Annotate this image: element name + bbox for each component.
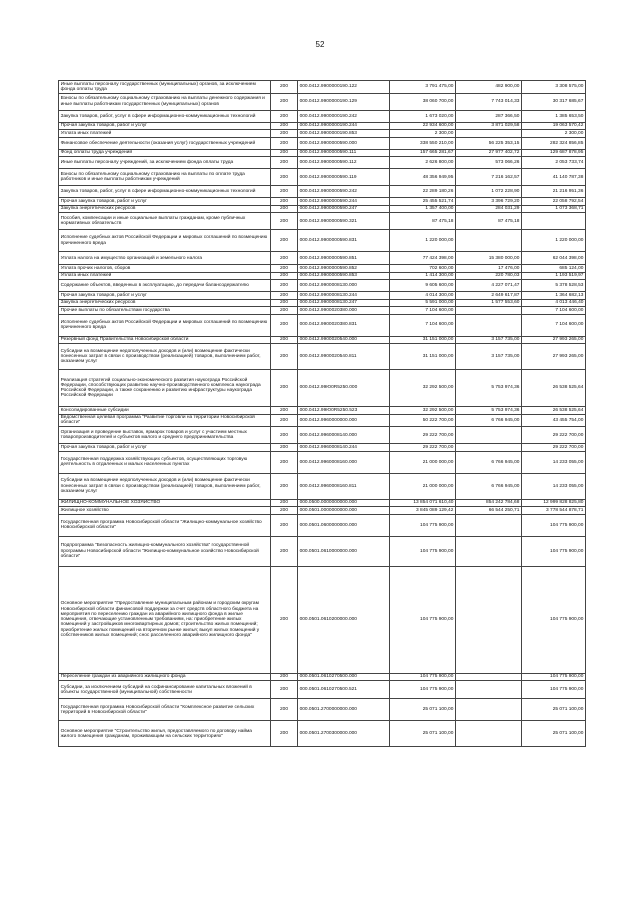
row-budget-code-cell: 000.0501.0610000000.000 [298,536,390,566]
table-row [59,81,586,94]
row-budget-code-cell: 000.0412.9900000590.244 [298,198,390,205]
row-budget-code-cell: 000.0501.0610270500.000 [298,673,390,680]
row-approved-amount-cell: 7 104 600,00 [390,307,456,314]
table-row [59,280,586,292]
row-budget-code-cell: 000.0501.0600000000.000 [298,514,390,536]
table-row [59,122,586,129]
row-approved-amount-cell: 4 014 300,00 [390,292,456,299]
row-admin-code-cell: 200 [271,252,298,265]
row-budget-code-cell: 000.0412.9900000590.000 [298,137,390,149]
row-admin-code-cell: 200 [271,169,298,186]
row-budget-code-cell: 000.0412.9900000590.853 [298,272,390,279]
row-executed-amount-cell: 7 216 162,57 [456,169,522,186]
row-executed-amount-cell [456,566,522,673]
row-admin-code-cell: 200 [271,186,298,198]
row-approved-amount-cell: 2 626 800,00 [390,157,456,169]
row-executed-amount-cell: 3 157 735,00 [456,336,522,343]
table-row [59,681,586,699]
row-approved-amount-cell: 25 071 100,00 [390,699,456,721]
row-unexecuted-amount-cell: 30 317 685,67 [522,93,586,110]
row-approved-amount-cell: 338 550 210,00 [390,137,456,149]
row-budget-code-cell: 000.0412.99Ю0R5250.523 [298,407,390,414]
table-row [59,370,586,407]
row-admin-code-cell: 200 [271,536,298,566]
row-approved-amount-cell: 13 854 071 610,40 [390,499,456,506]
row-name-cell: Прочая закупка товаров, работ и услуг [59,122,271,129]
row-name-cell: Резервный фонд Правительства Новосибирской области [59,336,271,343]
row-approved-amount-cell: 104 775 900,00 [390,673,456,680]
row-unexecuted-amount-cell: 1 193 519,97 [522,272,586,279]
row-budget-code-cell: 000.0412.9900000590.852 [298,265,390,272]
row-unexecuted-amount-cell: 3 308 575,00 [522,81,586,94]
row-approved-amount-cell: 29 222 700,00 [390,444,456,451]
table-row [59,149,586,156]
row-admin-code-cell: 200 [271,230,298,252]
row-approved-amount-cell: 21 000 000,00 [390,473,456,499]
row-approved-amount-cell: 21 000 000,00 [390,451,456,473]
table-row [59,137,586,149]
row-executed-amount-cell: 56 225 353,15 [456,137,522,149]
row-name-cell: Содержание объектов, введенных в эксплуатацию, до передачи балансодержателю [59,280,271,292]
row-executed-amount-cell: 66 544 250,71 [456,507,522,514]
row-name-cell: Пособия, компенсации и иные социальные выплаты гражданам, кроме публичных нормативных обязательств [59,213,271,230]
row-name-cell: Закупка энергетических ресурсов [59,205,271,212]
table-row [59,427,586,444]
row-budget-code-cell: 000.0412.9960008140.000 [298,427,390,444]
row-approved-amount-cell: 32 292 500,00 [390,407,456,414]
row-admin-code-cell: 200 [271,566,298,673]
table-row [59,444,586,451]
row-executed-amount-cell: 7 743 014,33 [456,93,522,110]
row-admin-code-cell: 200 [271,407,298,414]
row-executed-amount-cell: 854 242 784,68 [456,499,522,506]
row-approved-amount-cell: 3 791 475,00 [390,81,456,94]
row-admin-code-cell: 200 [271,272,298,279]
row-budget-code-cell: 000.0412.9900000590.831 [298,230,390,252]
row-admin-code-cell: 200 [271,514,298,536]
row-budget-code-cell: 000.0501.2700300000.000 [298,721,390,747]
row-approved-amount-cell: 32 292 500,00 [390,370,456,407]
row-budget-code-cell: 000.0412.9900000190.853 [298,130,390,137]
row-approved-amount-cell: 702 600,00 [390,265,456,272]
table-row [59,314,586,336]
row-unexecuted-amount-cell: 3 778 544 878,71 [522,507,586,514]
row-name-cell: Государственная программа Новосибирской области "Комплексное развитие сельских территорий в Новосибирской области" [59,699,271,721]
row-admin-code-cell: 200 [271,213,298,230]
row-admin-code-cell: 200 [271,444,298,451]
row-unexecuted-amount-cell: 19 063 570,42 [522,122,586,129]
table-row [59,721,586,747]
row-admin-code-cell: 200 [271,299,298,306]
row-unexecuted-amount-cell: 26 538 525,64 [522,407,586,414]
row-executed-amount-cell [456,230,522,252]
row-budget-code-cell: 000.0412.9900000190.244 [298,122,390,129]
row-unexecuted-amount-cell: 4 013 446,40 [522,299,586,306]
row-executed-amount-cell [456,514,522,536]
row-unexecuted-amount-cell: 7 104 600,00 [522,314,586,336]
row-budget-code-cell: 000.0412.9960008160.811 [298,473,390,499]
row-unexecuted-amount-cell: 29 222 700,00 [522,427,586,444]
row-approved-amount-cell: 104 775 900,00 [390,566,456,673]
row-executed-amount-cell: 6 766 945,00 [456,414,522,427]
row-budget-code-cell: 000.0500.0000000000.000 [298,499,390,506]
row-unexecuted-amount-cell: 104 775 900,00 [522,514,586,536]
row-name-cell: Реализация стратегий социально-экономического развития наукограда Российской Федерации, способствующих развитию научно-производственного комплекса наукограда Российской Федерации, а также сохранению и развитию инфраструктуры наукограда Российской Федерации [59,370,271,407]
table-row [59,169,586,186]
row-executed-amount-cell: 573 066,26 [456,157,522,169]
row-budget-code-cell: 000.0412.9900008130.000 [298,280,390,292]
row-admin-code-cell: 200 [271,265,298,272]
row-executed-amount-cell [456,314,522,336]
row-executed-amount-cell [456,536,522,566]
row-name-cell: Уплата иных платежей [59,130,271,137]
table-row [59,213,586,230]
row-admin-code-cell: 200 [271,292,298,299]
row-admin-code-cell: 200 [271,451,298,473]
table-row [59,272,586,279]
row-unexecuted-amount-cell: 25 071 100,00 [522,721,586,747]
row-executed-amount-cell: 87 475,18 [456,213,522,230]
row-name-cell: Переселение граждан из аварийного жилищного фонда [59,673,271,680]
row-executed-amount-cell [456,681,522,699]
row-budget-code-cell: 000.0412.9900000590.851 [298,252,390,265]
row-admin-code-cell: 200 [271,344,298,370]
row-approved-amount-cell: 7 104 600,00 [390,314,456,336]
row-executed-amount-cell: 27 977 402,72 [456,149,522,156]
row-name-cell: Закупка товаров, работ, услуг в сфере информационно-коммуникационных технологий [59,186,271,198]
row-name-cell: Уплата иных платежей [59,272,271,279]
row-unexecuted-amount-cell: 129 687 878,95 [522,149,586,156]
row-name-cell: Финансовое обеспечение деятельности (оказания услуг) государственных учреждений [59,137,271,149]
table-body [59,81,586,747]
row-unexecuted-amount-cell: 12 999 828 825,80 [522,499,586,506]
row-executed-amount-cell: 17 476,00 [456,265,522,272]
row-name-cell: Основное мероприятие "Строительство жилья, предоставляемого по договору найма жилого помещения гражданам, проживающим на сельских территориях" [59,721,271,747]
row-executed-amount-cell: 3 871 029,58 [456,122,522,129]
row-unexecuted-amount-cell: 1 364 682,13 [522,292,586,299]
row-executed-amount-cell: 4 227 071,47 [456,280,522,292]
table-row [59,336,586,343]
row-budget-code-cell: 000.0412.9900020380.000 [298,307,390,314]
row-budget-code-cell: 000.0412.9900008130.244 [298,292,390,299]
row-approved-amount-cell: 1 220 000,00 [390,230,456,252]
row-name-cell: Субсидии на возмещение недополученных доходов и (или) возмещение фактически понесенных затрат в связи с производством (реализацией) товаров, выполнением работ, оказанием услуг [59,344,271,370]
row-budget-code-cell: 000.0412.9900000590.321 [298,213,390,230]
row-approved-amount-cell: 1 673 020,00 [390,110,456,122]
row-name-cell: Ведомственная целевая программа "Развитие торговли на территории Новосибирской области" [59,414,271,427]
row-approved-amount-cell: 104 775 900,00 [390,681,456,699]
table-row [59,536,586,566]
row-unexecuted-amount-cell: 1 073 368,71 [522,205,586,212]
row-unexecuted-amount-cell: 685 124,00 [522,265,586,272]
row-admin-code-cell: 200 [271,307,298,314]
row-name-cell: Исполнение судебных актов Российской Федерации и мировых соглашений по возмещению причиненного вреда [59,314,271,336]
row-budget-code-cell: 000.0412.9900000590.247 [298,205,390,212]
row-budget-code-cell: 000.0412.9900000590.111 [298,149,390,156]
row-admin-code-cell: 200 [271,314,298,336]
row-approved-amount-cell: 77 424 398,00 [390,252,456,265]
table-row [59,307,586,314]
row-admin-code-cell: 200 [271,81,298,94]
row-approved-amount-cell: 87 475,18 [390,213,456,230]
row-executed-amount-cell: 15 380 000,00 [456,252,522,265]
row-admin-code-cell: 200 [271,122,298,129]
table-row [59,473,586,499]
row-name-cell: Иные выплаты персоналу учреждений, за исключением фонда оплаты труда [59,157,271,169]
table-row [59,414,586,427]
row-approved-amount-cell: 48 356 949,95 [390,169,456,186]
row-name-cell: Подпрограмма "Безопасность жилищно-коммунального хозяйства" государственной программы Новосибирской области "Жилищно-коммунальное хозяйство Новосибирской области" [59,536,271,566]
row-name-cell: Исполнение судебных актов Российской Федерации и мировых соглашений по возмещению причиненного вреда [59,230,271,252]
row-executed-amount-cell: 1 072 228,90 [456,186,522,198]
row-budget-code-cell: 000.0412.9900020380.831 [298,314,390,336]
row-name-cell: Субсидии, за исключением субсидий на софинансирование капитальных вложений в объекты государственной (муниципальной) собственности [59,681,271,699]
row-executed-amount-cell: 3 157 735,00 [456,344,522,370]
row-name-cell: Организация и проведение выставок, ярмарок товаров и услуг с участием местных товаропроизводителей и субъектов малого и среднего предпринимательства [59,427,271,444]
row-unexecuted-amount-cell: 27 993 265,00 [522,344,586,370]
row-executed-amount-cell [456,307,522,314]
row-executed-amount-cell [456,673,522,680]
table-row [59,252,586,265]
row-approved-amount-cell: 29 222 700,00 [390,427,456,444]
table-row [59,93,586,110]
row-admin-code-cell: 200 [271,336,298,343]
row-name-cell: Государственная программа Новосибирской области "Жилищно-коммунальное хозяйство Новосибирской области" [59,514,271,536]
row-executed-amount-cell: 2 649 617,87 [456,292,522,299]
row-name-cell: Жилищное хозяйство [59,507,271,514]
row-admin-code-cell: 200 [271,157,298,169]
row-unexecuted-amount-cell [522,213,586,230]
table-row [59,699,586,721]
row-executed-amount-cell: 482 900,00 [456,81,522,94]
row-admin-code-cell: 200 [271,721,298,747]
row-budget-code-cell: 000.0412.9900000590.242 [298,186,390,198]
row-budget-code-cell: 000.0412.9900000590.112 [298,157,390,169]
row-unexecuted-amount-cell: 7 104 600,00 [522,307,586,314]
page-number: 52 [315,40,325,49]
row-approved-amount-cell: 9 605 600,00 [390,280,456,292]
row-executed-amount-cell: 284 031,29 [456,205,522,212]
row-approved-amount-cell: 22 934 600,00 [390,122,456,129]
row-executed-amount-cell: 5 753 974,36 [456,407,522,414]
row-admin-code-cell: 200 [271,414,298,427]
row-unexecuted-amount-cell: 62 044 398,00 [522,252,586,265]
row-unexecuted-amount-cell: 1 220 000,00 [522,230,586,252]
row-admin-code-cell: 200 [271,137,298,149]
row-approved-amount-cell: 31 151 000,00 [390,336,456,343]
row-admin-code-cell: 200 [271,149,298,156]
row-unexecuted-amount-cell: 104 775 900,00 [522,673,586,680]
row-name-cell: Уплата налога на имущество организаций и земельного налога [59,252,271,265]
row-unexecuted-amount-cell: 1 385 653,50 [522,110,586,122]
row-name-cell: Прочая закупка товаров, работ и услуг [59,444,271,451]
row-executed-amount-cell [456,427,522,444]
row-unexecuted-amount-cell: 5 378 528,53 [522,280,586,292]
table-row [59,299,586,306]
row-executed-amount-cell [456,699,522,721]
row-budget-code-cell: 000.0412.9900008130.247 [298,299,390,306]
row-name-cell: Закупка энергетических ресурсов [59,299,271,306]
row-unexecuted-amount-cell: 29 222 700,00 [522,444,586,451]
table-row [59,499,586,506]
table-row [59,130,586,137]
row-admin-code-cell: 200 [271,681,298,699]
table-row [59,292,586,299]
row-unexecuted-amount-cell: 2 300,00 [522,130,586,137]
row-budget-code-cell: 000.0501.2700000000.000 [298,699,390,721]
row-admin-code-cell: 200 [271,499,298,506]
table-row [59,507,586,514]
row-approved-amount-cell: 31 151 000,00 [390,344,456,370]
row-admin-code-cell: 200 [271,473,298,499]
row-executed-amount-cell [456,721,522,747]
row-unexecuted-amount-cell: 27 993 265,00 [522,336,586,343]
row-unexecuted-amount-cell: 282 324 856,85 [522,137,586,149]
row-unexecuted-amount-cell: 25 071 100,00 [522,699,586,721]
row-admin-code-cell: 200 [271,427,298,444]
table-row [59,344,586,370]
row-executed-amount-cell: 220 780,03 [456,272,522,279]
row-budget-code-cell: 000.0412.9900000590.119 [298,169,390,186]
row-executed-amount-cell: 3 396 729,20 [456,198,522,205]
table-row [59,566,586,673]
row-executed-amount-cell: 287 366,50 [456,110,522,122]
row-unexecuted-amount-cell: 26 538 525,64 [522,370,586,407]
row-unexecuted-amount-cell: 2 053 733,74 [522,157,586,169]
table-row [59,198,586,205]
row-budget-code-cell: 000.0501.0000000000.000 [298,507,390,514]
row-unexecuted-amount-cell: 43 455 754,00 [522,414,586,427]
row-executed-amount-cell: 6 766 945,00 [456,473,522,499]
row-name-cell: Уплата прочих налогов, сборов [59,265,271,272]
row-approved-amount-cell: 25 455 521,74 [390,198,456,205]
row-admin-code-cell: 200 [271,280,298,292]
table-row [59,157,586,169]
table-row [59,186,586,198]
table-row [59,673,586,680]
row-approved-amount-cell: 38 060 700,00 [390,93,456,110]
row-name-cell: Прочая закупка товаров, работ и услуг [59,198,271,205]
row-budget-code-cell: 000.0412.9900020540.811 [298,344,390,370]
row-unexecuted-amount-cell: 21 216 951,36 [522,186,586,198]
row-unexecuted-amount-cell: 104 775 900,00 [522,681,586,699]
row-approved-amount-cell: 157 665 281,67 [390,149,456,156]
row-admin-code-cell: 200 [271,673,298,680]
row-admin-code-cell: 200 [271,93,298,110]
row-name-cell: Прочая закупка товаров, работ и услуг [59,292,271,299]
table-row [59,230,586,252]
row-approved-amount-cell: 22 289 180,26 [390,186,456,198]
row-executed-amount-cell [456,444,522,451]
row-name-cell: Взносы по обязательному социальному страхованию на выплаты денежного содержания и иные выплаты работникам государственных (муниципальных) органов [59,93,271,110]
table-row [59,407,586,414]
row-unexecuted-amount-cell: 14 233 055,00 [522,473,586,499]
row-approved-amount-cell: 2 300,00 [390,130,456,137]
row-executed-amount-cell [456,130,522,137]
row-name-cell: ЖИЛИЩНО-КОММУНАЛЬНОЕ ХОЗЯЙСТВО [59,499,271,506]
row-name-cell: Взносы по обязательному социальному страхованию на выплаты по оплате труда работников и иные выплаты работникам учреждений [59,169,271,186]
row-name-cell: Прочие выплаты по обязательствам государства [59,307,271,314]
budget-execution-table [58,80,586,747]
row-budget-code-cell: 000.0412.9900000190.129 [298,93,390,110]
row-name-cell: Консолидированные субсидии [59,407,271,414]
row-admin-code-cell: 200 [271,198,298,205]
row-executed-amount-cell: 1 577 553,60 [456,299,522,306]
row-executed-amount-cell: 5 753 974,36 [456,370,522,407]
row-approved-amount-cell: 25 071 100,00 [390,721,456,747]
row-unexecuted-amount-cell: 41 140 787,38 [522,169,586,186]
row-unexecuted-amount-cell: 14 233 055,00 [522,451,586,473]
table-row [59,451,586,473]
row-admin-code-cell: 200 [271,507,298,514]
row-executed-amount-cell: 6 766 945,00 [456,451,522,473]
row-approved-amount-cell: 104 775 900,00 [390,536,456,566]
row-admin-code-cell: 200 [271,110,298,122]
row-budget-code-cell: 000.0412.9960000000.000 [298,414,390,427]
row-approved-amount-cell: 1 357 400,00 [390,205,456,212]
row-unexecuted-amount-cell: 104 775 900,00 [522,536,586,566]
row-budget-code-cell: 000.0412.9960008140.244 [298,444,390,451]
row-name-cell: Закупка товаров, работ, услуг в сфере информационно-коммуникационных технологий [59,110,271,122]
row-budget-code-cell: 000.0412.9900020540.000 [298,336,390,343]
row-name-cell: Фонд оплаты труда учреждений [59,149,271,156]
row-budget-code-cell: 000.0412.9960008160.000 [298,451,390,473]
row-budget-code-cell: 000.0412.9900000190.122 [298,81,390,94]
row-name-cell: Государственная поддержка хозяйствующих субъектов, осуществляющих торговую деятельность в отдаленных и малых населенных пунктах [59,451,271,473]
table-row [59,514,586,536]
row-admin-code-cell: 200 [271,699,298,721]
row-budget-code-cell: 000.0501.0610200000.000 [298,566,390,673]
table-row [59,205,586,212]
row-admin-code-cell: 200 [271,130,298,137]
row-approved-amount-cell: 1 414 300,00 [390,272,456,279]
row-approved-amount-cell: 3 845 089 129,42 [390,507,456,514]
row-approved-amount-cell: 104 775 900,00 [390,514,456,536]
row-budget-code-cell: 000.0412.9900000190.242 [298,110,390,122]
table-row [59,265,586,272]
row-approved-amount-cell: 5 591 000,00 [390,299,456,306]
row-unexecuted-amount-cell: 104 775 900,00 [522,566,586,673]
row-name-cell: Основное мероприятие "Предоставление муниципальным районам и городским округам Новосибирской области финансовой поддержки за счет средств областного бюджета на мероприятия по переселению граждан из аварийного жилищного фонда в жилые помещения, отвечающие установленным требованиям, на: приобретение жилых помещений у застройщиков многоквартирных домов; строительство жилых помещений; приобретение жилых помещений на вторичном рынке жилья; выкуп жилых помещений у собственников жилых помещений; снос расселенного аварийного жилищного фонда" [59,566,271,673]
row-admin-code-cell: 200 [271,370,298,407]
row-admin-code-cell: 200 [271,205,298,212]
table-row [59,110,586,122]
row-budget-code-cell: 000.0412.99Ю0R5250.000 [298,370,390,407]
row-budget-code-cell: 000.0501.0610270500.521 [298,681,390,699]
row-name-cell: Иные выплаты персоналу государственных (муниципальных) органов, за исключением фонда оплаты труда [59,81,271,94]
row-name-cell: Субсидии на возмещение недополученных доходов и (или) возмещение фактически понесенных затрат в связи с производством (реализацией) товаров, выполнением работ, оказанием услуг [59,473,271,499]
row-approved-amount-cell: 50 222 700,00 [390,414,456,427]
row-unexecuted-amount-cell: 22 058 792,54 [522,198,586,205]
